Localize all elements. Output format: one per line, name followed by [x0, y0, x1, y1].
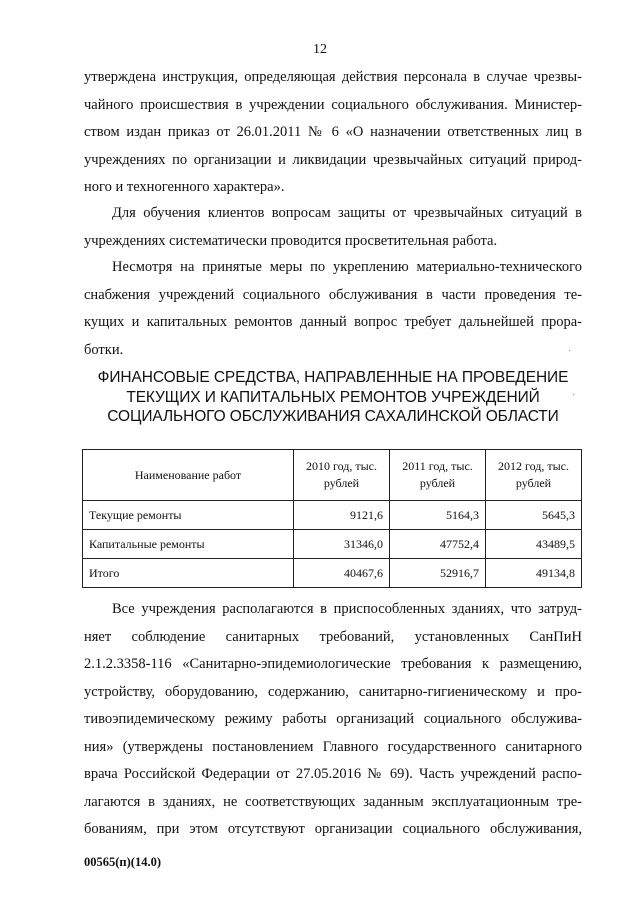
table-cell: 5164,3 [390, 501, 486, 530]
scan-speck: · [572, 390, 576, 401]
text-line: тивоэпидемическому режиму работы организаций социального обслужива- [84, 711, 582, 727]
text-line: няет соблюдение санитарных требований, установленных СанПиН [84, 628, 582, 645]
page-number: 12 [313, 42, 327, 57]
text-line: врача Российской Федерации от 27.05.2016 № 69). Часть учреждений распо- [84, 766, 582, 782]
text-line: Все учреждения располагаются в приспособленных зданиях, что затруд- [112, 601, 582, 617]
table-cell: 9121,6 [294, 501, 390, 530]
paragraph-4 [84, 596, 582, 844]
heading-line: ФИНАНСОВЫЕ СРЕДСТВА, НАПРАВЛЕННЫЕ НА ПРОВЕДЕНИЕ [97, 369, 569, 386]
text-line: ного и техногенного характера». [84, 179, 285, 195]
table-cell: 31346,0 [294, 530, 390, 559]
heading-line: СОЦИАЛЬНОГО ОБСЛУЖИВАНИЯ САХАЛИНСКОЙ ОБЛАСТИ [107, 408, 559, 425]
table-cell: 47752,4 [390, 530, 486, 559]
text-line: лагаются в зданиях, не соответствующих заданным эксплуатационным тре- [84, 793, 582, 810]
text-line: Для обучения клиентов вопросам защиты от чрезвычайных ситуаций в [112, 205, 582, 221]
text-line: ботки. [84, 341, 124, 358]
column-header: 2010 год, тыс. рублей [294, 450, 390, 501]
heading-line: ТЕКУЩИХ И КАПИТАЛЬНЫХ РЕМОНТОВ УЧРЕЖДЕНИЙ [126, 388, 540, 406]
financial-table [82, 449, 582, 588]
table-header-row [83, 450, 582, 501]
column-header: Наименование работ [83, 450, 294, 501]
table-cell: Текущие ремонты [83, 501, 294, 530]
text-line: чайного происшествия в учреждении социального обслуживания. Министер- [84, 96, 582, 113]
text-line: утверждена инструкция, определяющая действия персонала в случае чрезвы- [84, 69, 582, 85]
text-line: учреждениях систематически проводится просветительная работа. [84, 232, 498, 249]
text-line: устройству, оборудованию, содержанию, санитарно-гигиеническому и про- [84, 683, 582, 700]
table-row [83, 559, 582, 588]
text-line: бованиям, при этом отсутствуют организации социального обслуживания, [84, 821, 582, 837]
text-line: 2.1.2.3358-116 «Санитарно-эпидемиологические требования к размещению, [84, 656, 582, 672]
text-line: Несмотря на принятые меры по укреплению материально-технического [112, 259, 582, 275]
table-cell: 49134,8 [486, 559, 582, 588]
table-cell: 43489,5 [486, 530, 582, 559]
text-line: учреждениях по организации и ликвидации чрезвычайных ситуаций природ- [84, 151, 582, 168]
column-header: 2012 год, тыс. рублей [486, 450, 582, 501]
table-row [83, 530, 582, 559]
document-code: 00565(п)(14.0) [84, 855, 161, 869]
text-line: кущих и капитальных ремонтов данный вопрос требует дальнейшей прора- [84, 314, 582, 330]
scan-speck: · [568, 346, 572, 357]
text-line: ния» (утверждены постановлением Главного государственного санитарного [84, 738, 582, 755]
table-cell: 5645,3 [486, 501, 582, 530]
paragraph-2 [84, 200, 582, 255]
paragraph-3 [84, 254, 582, 364]
column-header: 2011 год, тыс. рублей [390, 450, 486, 501]
table-cell: 52916,7 [390, 559, 486, 588]
table-row [83, 501, 582, 530]
table-cell: Капитальные ремонты [83, 530, 294, 559]
text-line: снабжения учреждений социального обслуживания в части проведения те- [84, 286, 582, 303]
table-heading [84, 368, 582, 427]
text-line: ством издан приказ от 26.01.2011 № 6 «О назначении ответственных лиц в [84, 124, 582, 140]
table-cell: Итого [83, 559, 294, 588]
table-cell: 40467,6 [294, 559, 390, 588]
paragraph-1 [84, 64, 582, 202]
